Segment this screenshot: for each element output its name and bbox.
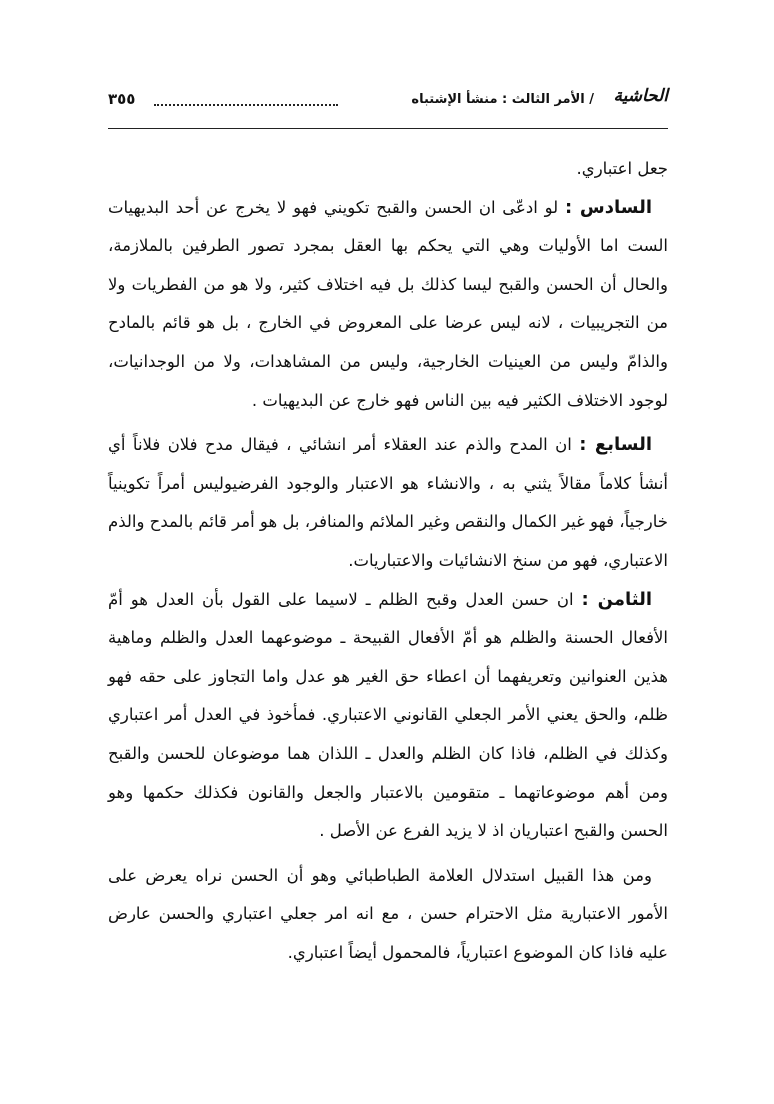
paragraph-text: جعل اعتباري. [576,159,668,178]
header-divider [108,128,668,129]
paragraph-seventh [108,426,668,580]
body-text [108,150,668,972]
paragraph-eighth [108,581,668,851]
header-logo: الحاشية [613,86,668,106]
header-title: / الأمر الثالث : منشأ الإشتباه [411,92,594,107]
running-header [108,84,668,124]
paragraph-text: لو ادعّى ان الحسن والقبح تكويني فهو لا يخرج عن أحد البديهيات الست اما الأوليات وهي التي يحكم بها العقل بمجرد تصور الطرفين بالملازمة، والحال أن الحسن والقبح ليسا كذلك بل فيه اختلاف كثير، ولا هو من الفطريات ولا من التجريبيات ، لانه ليس عرضا على المعروض في الخارج ، بل هو قائم بالمادح والذامّ وليس من العينيات الخارجية، وليس من المشاهدات، ولا من الوجدانيات، لوجود الاختلاف الكثير فيه بين الناس فهو خارج عن البديهيات . [108,197,668,410]
paragraph-tabatabai [108,857,668,973]
page-number: ٣٥٥ [108,90,136,108]
paragraph-lead: السادس : [564,196,653,218]
paragraph-sixth [108,189,668,421]
paragraph-lead: الثامن : [581,588,652,610]
paragraph-text: ومن هذا القبيل استدلال العلامة الطباطبائي وهو أن الحسن نراه يعرض على الأمور الاعتبارية مثل الاحترام حسن ، مع انه امر جعلي اعتباري والحسن عارض عليه فاذا كان الموضوع اعتبارياً، فالمحمول أيضاً اعتباري. [108,865,668,962]
paragraph-lead: السابع : [579,434,652,456]
paragraph-text: ان المدح والذم عند العقلاء أمر انشائي ، فيقال مدح فلان فلاناً أي أنشأ كلاماً مقالاً يثني به ، والانشاء هو الاعتبار والوجود الفرضيوليس أمراً تكوينياً خارجياً، فهو غير الكمال والنقص وغير الملائم والمنافر، بل هو أمر قائم بالمدح والذم الاعتباري، فهو من سنخ الانشائيات والاعتباريات. [107,435,668,570]
paragraph-text: ان حسن العدل وقبح الظلم ـ لاسيما على القول بأن العدل هو أمّ الأفعال الحسنة والظلم هو أمّ الأفعال القبيحة ـ موضوعهما العدل والظلم وماهية هذين العنوانين وتعريفهما أن اعطاء حق الغير هو عدل واما التجاوز على حقه فهو ظلم، والحق يعني الأمر الجعلي القانوني الاعتباري. فمأخوذ في العدل أمر اعتباري وكذلك في الظلم، فاذا كان الظلم والعدل ـ اللذان هما موضوعان للحسن والقبح ومن أهم موضوعاتهما ـ متقومين بالاعتبار والجعل والقانون فكذلك حكمها وهو الحسن والقبح اعتباريان اذ لا يزيد الفرع عن الأصل . [108,589,668,841]
paragraph-intro [108,150,668,189]
header-dot-leader [154,104,338,106]
